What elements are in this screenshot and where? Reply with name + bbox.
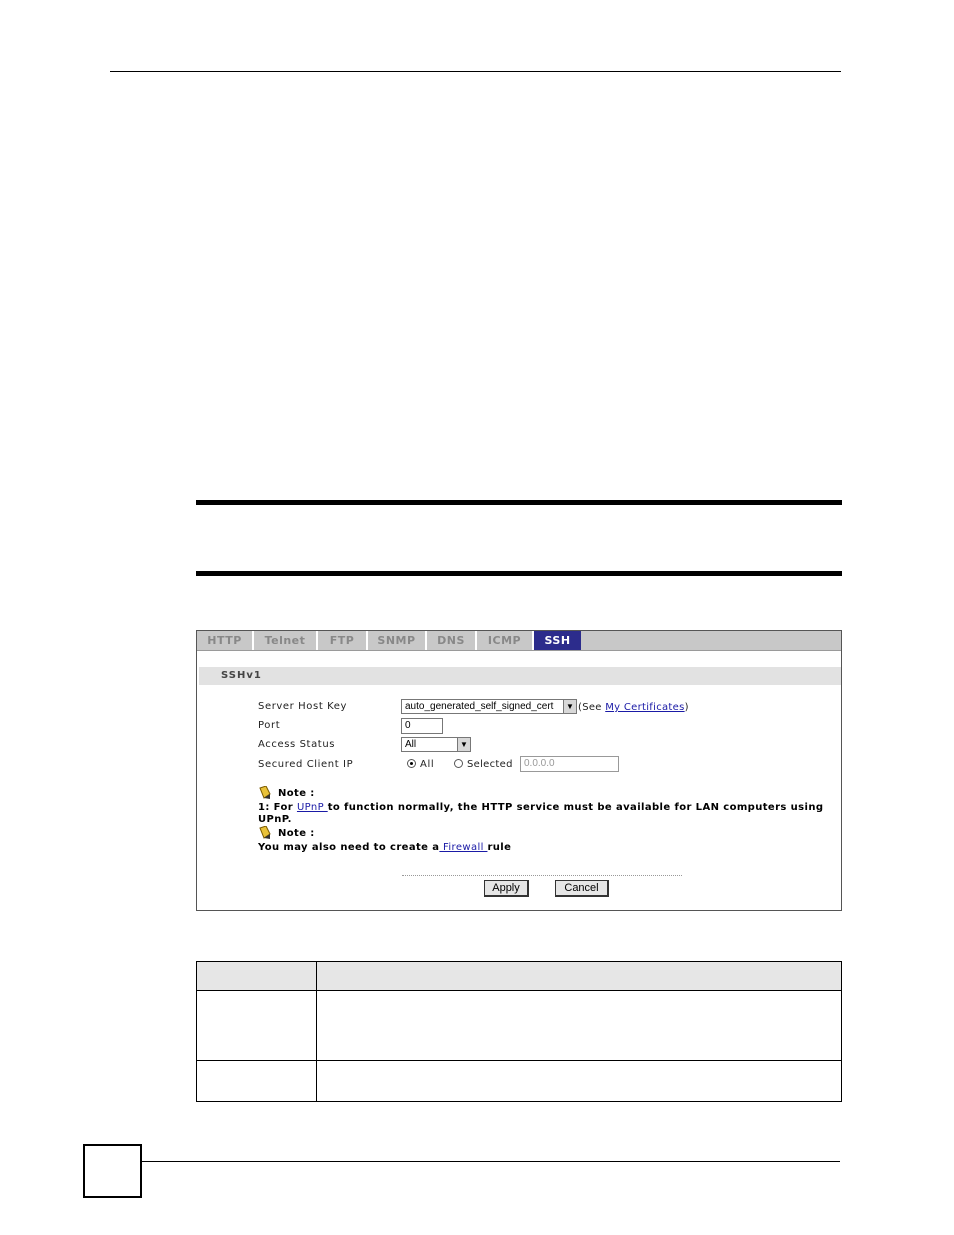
tab-dns[interactable]: DNS xyxy=(427,631,477,650)
note2-prefix: You may also need to create a xyxy=(258,842,440,853)
page-number-box xyxy=(83,1144,142,1198)
access-status-value: All xyxy=(405,739,417,750)
note1-suffix: to function normally, the HTTP service must be available for LAN computers using xyxy=(327,802,824,813)
section-header xyxy=(199,667,841,685)
tab-snmp[interactable]: SNMP xyxy=(368,631,427,650)
table-cell xyxy=(317,1061,842,1102)
access-status-label: Access Status xyxy=(258,739,336,750)
table-header-cell xyxy=(317,962,842,991)
header-rule xyxy=(110,71,841,72)
server-host-key-label: Server Host Key xyxy=(258,701,348,712)
button-divider xyxy=(402,875,682,876)
pencil-icon xyxy=(258,786,272,800)
selected-ip-input[interactable]: 0.0.0.0 xyxy=(520,756,619,772)
note2-title: Note : xyxy=(278,828,315,839)
server-host-key-value: auto_generated_self_signed_cert xyxy=(405,701,554,712)
table-header-cell xyxy=(197,962,317,991)
secured-client-ip-label: Secured Client IP xyxy=(258,759,354,770)
upnp-link[interactable]: UPnP xyxy=(296,802,328,813)
tab-http[interactable]: HTTP xyxy=(197,631,254,650)
section-title: SSHv1 xyxy=(221,670,262,681)
footer-rule xyxy=(140,1161,840,1162)
note1-line2: UPnP. xyxy=(258,814,292,825)
tab-telnet[interactable]: Telnet xyxy=(254,631,318,650)
note2-text xyxy=(258,842,511,853)
figure-title-rule-bottom xyxy=(196,571,842,576)
table-row xyxy=(197,1061,842,1102)
access-status-select[interactable] xyxy=(401,737,471,752)
radio-all-label: All xyxy=(420,759,435,770)
my-certificates-link[interactable]: My Certificates xyxy=(605,702,685,713)
tab-bar xyxy=(197,631,841,651)
table-cell xyxy=(317,991,842,1061)
radio-selected[interactable] xyxy=(454,759,463,768)
table-header-row xyxy=(197,962,842,991)
pencil-icon xyxy=(258,826,272,840)
port-label: Port xyxy=(258,720,281,731)
tab-ssh[interactable]: SSH xyxy=(534,631,581,650)
tab-ftp[interactable]: FTP xyxy=(318,631,368,650)
ssh-settings-screen xyxy=(196,630,842,911)
figure-title-rule-top xyxy=(196,500,842,505)
firewall-link[interactable]: Firewall xyxy=(439,842,488,853)
table-cell xyxy=(197,991,317,1061)
note1-text xyxy=(258,802,823,813)
apply-button[interactable]: Apply xyxy=(484,880,529,897)
tab-icmp[interactable]: ICMP xyxy=(477,631,534,650)
note1-prefix: 1: For xyxy=(258,802,297,813)
see-suffix: ) xyxy=(684,702,689,713)
chevron-down-icon: ▼ xyxy=(457,738,470,751)
radio-all[interactable] xyxy=(407,759,416,768)
radio-selected-label: Selected xyxy=(467,759,513,770)
cancel-button[interactable]: Cancel xyxy=(555,880,609,897)
see-certificates-text xyxy=(578,702,689,713)
see-prefix: (See xyxy=(578,702,606,713)
port-input[interactable]: 0 xyxy=(401,718,443,734)
server-host-key-select[interactable] xyxy=(401,699,577,714)
chevron-down-icon: ▼ xyxy=(563,700,576,713)
note1-title: Note : xyxy=(278,788,315,799)
note2-suffix: rule xyxy=(487,842,512,853)
table-row xyxy=(197,991,842,1061)
field-description-table xyxy=(196,961,842,1102)
table-cell xyxy=(197,1061,317,1102)
